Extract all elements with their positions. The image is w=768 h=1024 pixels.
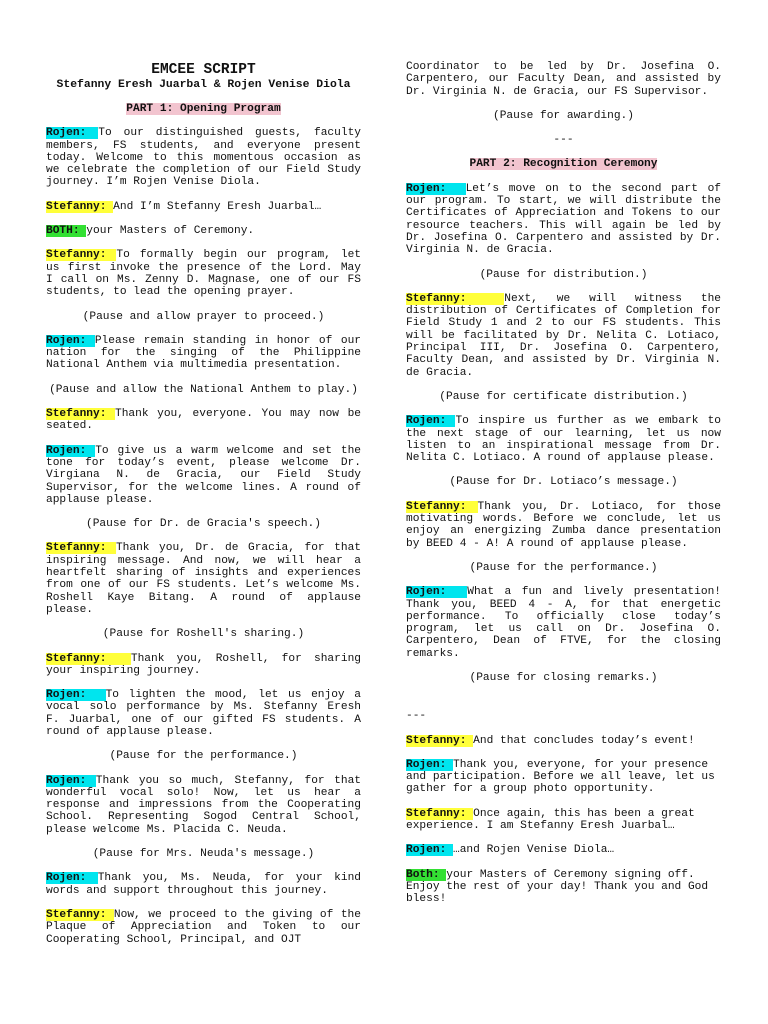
left-column [46, 58, 361, 946]
script-line [406, 759, 721, 796]
line-text: Thank you, Dr. de Gracia, for that inspiring message. And now, we will hear a heartfelt sharing of insights and experiences from one of our FS students. Let’s welcome Ms. Roshell Kaye Bitang. A round of applause please. [46, 542, 361, 616]
speaker-label: Rojen: [46, 689, 106, 702]
script-line [46, 408, 361, 433]
speaker-label: Stefanny: [406, 807, 474, 820]
part-heading [406, 158, 721, 170]
speaker-label: Rojen: [46, 872, 98, 885]
speaker-label: Rojen: [406, 844, 453, 857]
separator: --- [553, 134, 574, 147]
document-title: EMCEE SCRIPT [151, 62, 256, 78]
script-line [46, 542, 361, 616]
script-line [46, 445, 361, 506]
script-line [46, 201, 361, 213]
pause-note: (Pause for Mrs. Neuda's message.) [92, 848, 315, 861]
right-column [406, 61, 721, 906]
script-line [406, 586, 721, 660]
separator: --- [406, 710, 427, 723]
speaker-label: Stefanny: [46, 908, 114, 921]
speaker-label: Stefanny: [46, 200, 114, 213]
line-text: Let’s move on to the second part of our program. To start, we will distribute the Certificates of Appreciation and Tokens to our resource teachers. This will again be led by Dr. Josefina O. Carpentero and assisted by Dr. Virginia N. de Gracia. [406, 182, 721, 257]
line-text: Thank you, everyone, for your presence and participation. Before we all leave, let us gather for a group photo opportunity. [406, 758, 715, 796]
script-line [406, 844, 721, 856]
pause-note: (Pause for closing remarks.) [469, 671, 658, 684]
script-line [46, 127, 361, 188]
script-line [46, 909, 361, 946]
speaker-label: Rojen: [406, 415, 456, 428]
speaker-label: Stefanny: [46, 542, 116, 555]
speaker-label: Rojen: [406, 182, 466, 195]
script-line [406, 415, 721, 464]
script-line [406, 735, 721, 747]
pause-note: (Pause for distribution.) [479, 268, 648, 281]
script-line [406, 293, 721, 379]
part-heading [46, 103, 361, 115]
line-text: Thank you, Ms. Neuda, for your kind words and support throughout this journey. [46, 872, 361, 897]
speaker-label: Rojen: [46, 334, 95, 347]
speaker-label: Stefanny: [46, 652, 131, 665]
part-heading-text: PART 1: Opening Program [126, 103, 281, 115]
script-line [406, 501, 721, 550]
speaker-label: Rojen: [46, 127, 99, 140]
line-text: Once again, this has been a great experience. I am Stefanny Eresh Juarbal… [406, 807, 695, 833]
speaker-label: Stefanny: [46, 249, 117, 262]
line-text: Thank you so much, Stefanny, for that wonderful vocal solo! Now, let us hear a response and impressions from the Cooperating School. Representing Sogod Central School, please welcome Ms. Placida C. Neuda. [46, 774, 361, 836]
line-text: To our distinguished guests, faculty members, FS students, and everyone present today. Welcome to this momentous occasion as we celebrate the completion of our Field Study journey. I’m Rojen Venise Diola. [46, 127, 361, 189]
speaker-label: Rojen: [46, 444, 96, 457]
pause-note: (Pause for certificate distribution.) [439, 390, 688, 403]
line-text: …and Rojen Venise Diola… [453, 844, 615, 857]
script-line [46, 249, 361, 298]
speaker-label: Rojen: [46, 774, 96, 787]
line-text: And I’m Stefanny Eresh Juarbal… [113, 200, 322, 213]
script-line [406, 808, 721, 833]
pause-note: (Pause and allow the National Anthem to play.) [49, 383, 358, 396]
line-text: Next, we will witness the distribution of Certificates of Completion for Field Study 1 and 2 to our FS students. This will be facilitated by Dr. Nelita C. Lotiaco, Principal III, Dr. Josefina O. Carpentero, Faculty Dean, and assisted by Dr. Virginia N. de Gracia. [406, 292, 722, 379]
pause-note: (Pause for the performance.) [469, 561, 658, 574]
speaker-label: Rojen: [406, 758, 453, 771]
pause-note: (Pause for awarding.) [493, 109, 634, 122]
line-text: Now, we proceed to the giving of the Plaque of Appreciation and Token to our Cooperating School, Principal, and OJT [46, 908, 361, 946]
speaker-label: BOTH: [46, 225, 87, 238]
line-text: To inspire us further as we embark to the next stage of our learning, let us now listen to an inspirational message from Dr. Nelita C. Lotiaco. A round of applause please. [406, 415, 722, 465]
script-line [46, 689, 361, 738]
script-line [406, 869, 721, 906]
script-line [46, 653, 361, 678]
document-subtitle: Stefanny Eresh Juarbal & Rojen Venise Diola [56, 79, 351, 91]
line-text: Thank you, Roshell, for sharing your inspiring journey. [46, 652, 361, 677]
pause-note: (Pause for Dr. Lotiaco’s message.) [449, 476, 678, 489]
line-text: To lighten the mood, let us enjoy a vocal solo performance by Ms. Stefanny Eresh F. Juarbal, one of our gifted FS students. A round of applause please. [46, 689, 361, 738]
line-text: your Masters of Ceremony signing off. Enjoy the rest of your day! Thank you and God bless! [406, 868, 709, 906]
script-paragraph: Coordinator to be led by Dr. Josefina O. Carpentero, our Faculty Dean, and assisted by Dr. Virginia N. de Gracia, our FS Supervisor. [406, 61, 721, 98]
pause-note: (Pause and allow prayer to proceed.) [82, 310, 325, 323]
speaker-label: Both: [406, 868, 447, 881]
line-text: Please remain standing in honor of our nation for the singing of the Philippine National Anthem via multimedia presentation. [46, 334, 361, 372]
script-line [46, 225, 361, 237]
pause-note: (Pause for the performance.) [109, 750, 298, 763]
line-text: To formally begin our program, let us first invoke the presence of the Lord. May I call on Ms. Zenny D. Magnase, one of our FS students, to lead the opening prayer. [46, 249, 361, 299]
script-line [406, 183, 721, 257]
pause-note: (Pause for Roshell's sharing.) [102, 628, 305, 641]
line-text: your Masters of Ceremony. [86, 225, 255, 238]
speaker-label: Stefanny: [46, 408, 115, 421]
speaker-label: Stefanny: [406, 734, 474, 747]
line-text: Thank you, everyone. You may now be seated. [46, 408, 361, 433]
line-text: What a fun and lively presentation! Thank you, BEED 4 - A, for that energetic performance. To officially close today’s program, let us call on Dr. Josefina O. Carpentero, Dean of FTVE, for the closing remarks. [406, 586, 721, 660]
line-text: And that concludes today’s event! [473, 734, 695, 747]
line-text: Thank you, Dr. Lotiaco, for those motivating words. Before we conclude, let us enjoy an energizing Zumba dance presentation by BEED 4 - A! A round of applause please. [406, 500, 721, 550]
script-line [46, 872, 361, 897]
script-line [46, 775, 361, 836]
part-heading-text: PART 2: Recognition Ceremony [469, 158, 658, 171]
line-text: To give us a warm welcome and set the tone for today’s event, please welcome Dr. Virgiana N. de Gracia, our Field Study Supervisor, for the welcome lines. A round of applause please. [46, 444, 362, 506]
pause-note: (Pause for Dr. de Gracia's speech.) [86, 518, 321, 531]
speaker-label: Rojen: [406, 586, 468, 599]
speaker-label: Stefanny: [406, 292, 505, 305]
speaker-label: Stefanny: [406, 500, 478, 513]
script-line [46, 335, 361, 372]
